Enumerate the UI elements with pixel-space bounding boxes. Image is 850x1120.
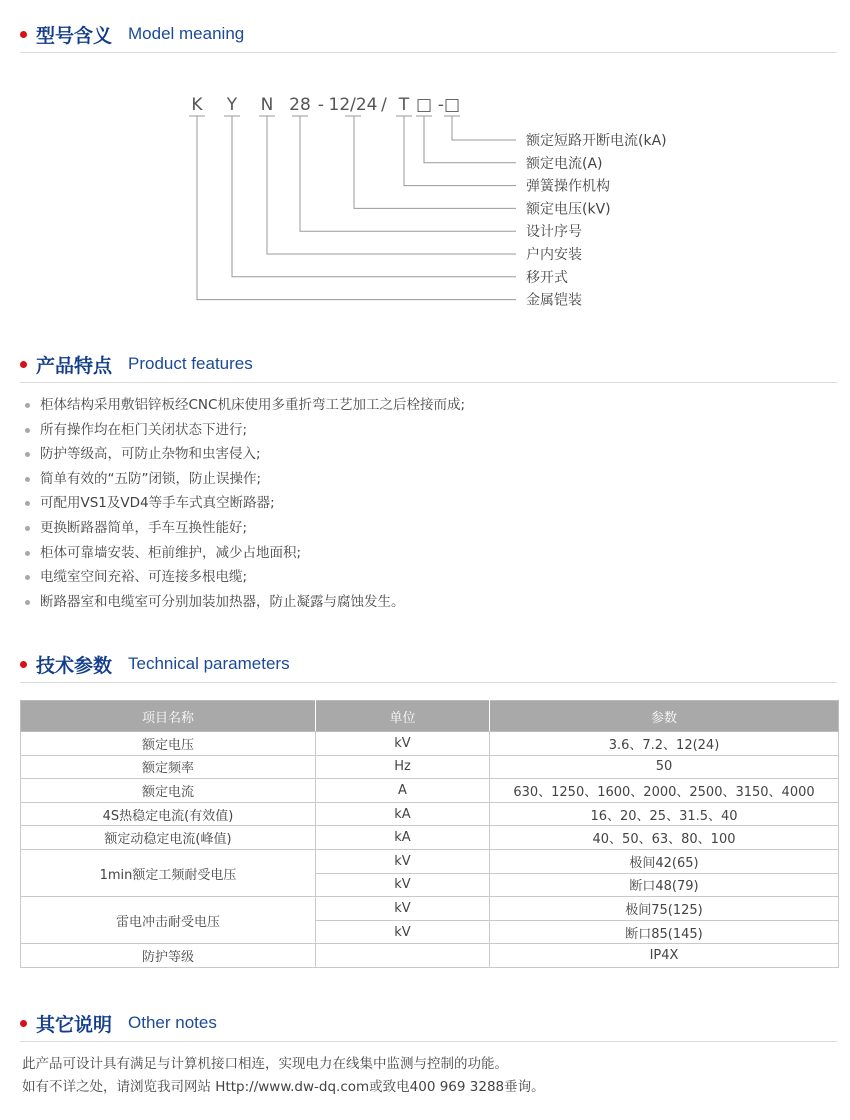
list-item: 可配用VS1及VD4等手车式真空断路器; <box>20 491 837 516</box>
param-unit: Hz <box>316 755 490 779</box>
model-meaning-label: 移开式 <box>526 269 568 286</box>
param-name: 4S热稳定电流(有效值) <box>21 802 316 826</box>
list-item: 柜体结构采用敷铝锌板经CNC机床使用多重折弯工艺加工之后栓接而成; <box>20 393 837 418</box>
table-header-row <box>21 701 839 732</box>
column-header: 参数 <box>490 701 839 732</box>
section-header-notes <box>20 1011 837 1042</box>
section-title-zh: 技术参数 <box>36 655 113 677</box>
bullet-icon <box>25 452 30 457</box>
notes-text <box>22 1053 545 1099</box>
parameters-table <box>20 700 839 968</box>
section-title-en: Other notes <box>128 1013 217 1032</box>
section-title-en: Technical parameters <box>128 654 290 673</box>
section-title-en: Product features <box>128 354 253 373</box>
model-meaning-label: 设计序号 <box>526 224 582 241</box>
table-row <box>21 732 839 756</box>
section-title-zh: 其它说明 <box>36 1014 113 1036</box>
param-value: 极间42(65) <box>490 849 839 873</box>
model-code-char: - <box>437 95 445 115</box>
param-unit: kA <box>316 802 490 826</box>
model-code-char: - <box>317 95 325 115</box>
param-unit: A <box>316 779 490 803</box>
model-code <box>191 95 460 115</box>
bullet-icon <box>25 575 30 580</box>
model-code-char: T <box>398 95 410 115</box>
bullet-icon <box>25 428 30 433</box>
model-meaning-label: 额定短路开断电流(kA) <box>526 133 667 149</box>
section-header-model <box>20 22 837 53</box>
note-line: 此产品可设计具有满足与计算机接口相连，实现电力在线集中监测与控制的功能。 <box>22 1056 508 1072</box>
param-name: 额定频率 <box>21 755 316 779</box>
model-code-char: □ <box>443 95 461 115</box>
param-unit: kV <box>316 873 490 897</box>
connector-line <box>424 116 516 163</box>
list-item: 柜体可靠墙安装、柜前维护，减少占地面积; <box>20 541 837 566</box>
bullet-icon <box>25 526 30 531</box>
model-meaning-label: 金属铠装 <box>526 292 582 309</box>
param-value: 40、50、63、80、100 <box>490 826 839 850</box>
section-title-zh: 产品特点 <box>36 355 113 377</box>
param-name: 额定动稳定电流(峰值) <box>21 826 316 850</box>
section-header-technical <box>20 652 837 683</box>
param-name: 1min额定工频耐受电压 <box>21 849 316 896</box>
table-row <box>21 802 839 826</box>
model-code-char: 28 <box>289 95 311 115</box>
model-code-char: K <box>191 95 203 115</box>
param-name: 额定电压 <box>21 732 316 756</box>
param-unit: kA <box>316 826 490 850</box>
red-bullet-icon <box>20 31 27 38</box>
param-value: 16、20、25、31.5、40 <box>490 802 839 826</box>
list-item: 电缆室空间充裕、可连接多根电缆; <box>20 565 837 590</box>
model-meaning-label: 额定电流(A) <box>526 155 603 172</box>
model-code-char: / <box>381 95 387 115</box>
model-meaning-label: 弹簧操作机构 <box>526 178 610 195</box>
table-row <box>21 779 839 803</box>
param-value: 断口85(145) <box>490 920 839 944</box>
list-item: 所有操作均在柜门关闭状态下进行; <box>20 418 837 443</box>
table-row <box>21 849 839 873</box>
connector-line <box>267 116 516 254</box>
connector-line <box>232 116 516 277</box>
model-code-char: Y <box>226 95 238 115</box>
section-title-zh: 型号含义 <box>36 25 113 47</box>
connector-line <box>197 116 516 300</box>
model-code-char: N <box>260 95 274 115</box>
connector-line <box>354 116 516 208</box>
param-value: 断口48(79) <box>490 873 839 897</box>
param-value: 极间75(125) <box>490 897 839 921</box>
connector-line <box>452 116 516 140</box>
table-row <box>21 826 839 850</box>
table-row <box>21 897 839 921</box>
list-item: 防护等级高，可防止杂物和虫害侵入; <box>20 442 837 467</box>
note-line: 如有不详之处，请浏览我司网站 Http://www.dw-dq.com或致电400 969 3288垂询。 <box>22 1079 545 1095</box>
red-bullet-icon <box>20 661 27 668</box>
bullet-icon <box>25 551 30 556</box>
model-meaning-label: 户内安装 <box>526 247 582 263</box>
column-header: 单位 <box>316 701 490 732</box>
param-unit <box>316 944 490 968</box>
bullet-icon <box>25 501 30 506</box>
model-code-char: 12/24 <box>328 95 378 115</box>
list-item: 更换断路器简单，手车互换性能好; <box>20 516 837 541</box>
param-name: 雷电冲击耐受电压 <box>21 897 316 944</box>
param-value: 3.6、7.2、12(24) <box>490 732 839 756</box>
param-name: 防护等级 <box>21 944 316 968</box>
list-item: 断路器室和电缆室可分别加装加热器，防止凝露与腐蚀发生。 <box>20 590 837 615</box>
feature-list <box>20 393 837 614</box>
section-title-en: Model meaning <box>128 24 245 43</box>
bullet-icon <box>25 403 30 408</box>
column-header: 项目名称 <box>21 701 316 732</box>
param-unit: kV <box>316 920 490 944</box>
param-unit: kV <box>316 849 490 873</box>
section-header-features <box>20 352 837 383</box>
param-value: 630、1250、1600、2000、2500、3150、4000 <box>490 779 839 803</box>
param-unit: kV <box>316 732 490 756</box>
bullet-icon <box>25 477 30 482</box>
connector-line <box>404 116 516 186</box>
table-row <box>21 755 839 779</box>
red-bullet-icon <box>20 361 27 368</box>
list-item: 简单有效的“五防”闭锁，防止误操作; <box>20 467 837 492</box>
param-value: 50 <box>490 755 839 779</box>
red-bullet-icon <box>20 1020 27 1027</box>
table-row <box>21 944 839 968</box>
param-unit: kV <box>316 897 490 921</box>
param-name: 额定电流 <box>21 779 316 803</box>
model-meaning-label: 额定电压(kV) <box>526 201 611 218</box>
model-code-char: □ <box>415 95 433 115</box>
connector-line <box>300 116 516 231</box>
param-value: IP4X <box>490 944 839 968</box>
bullet-icon <box>25 600 30 605</box>
